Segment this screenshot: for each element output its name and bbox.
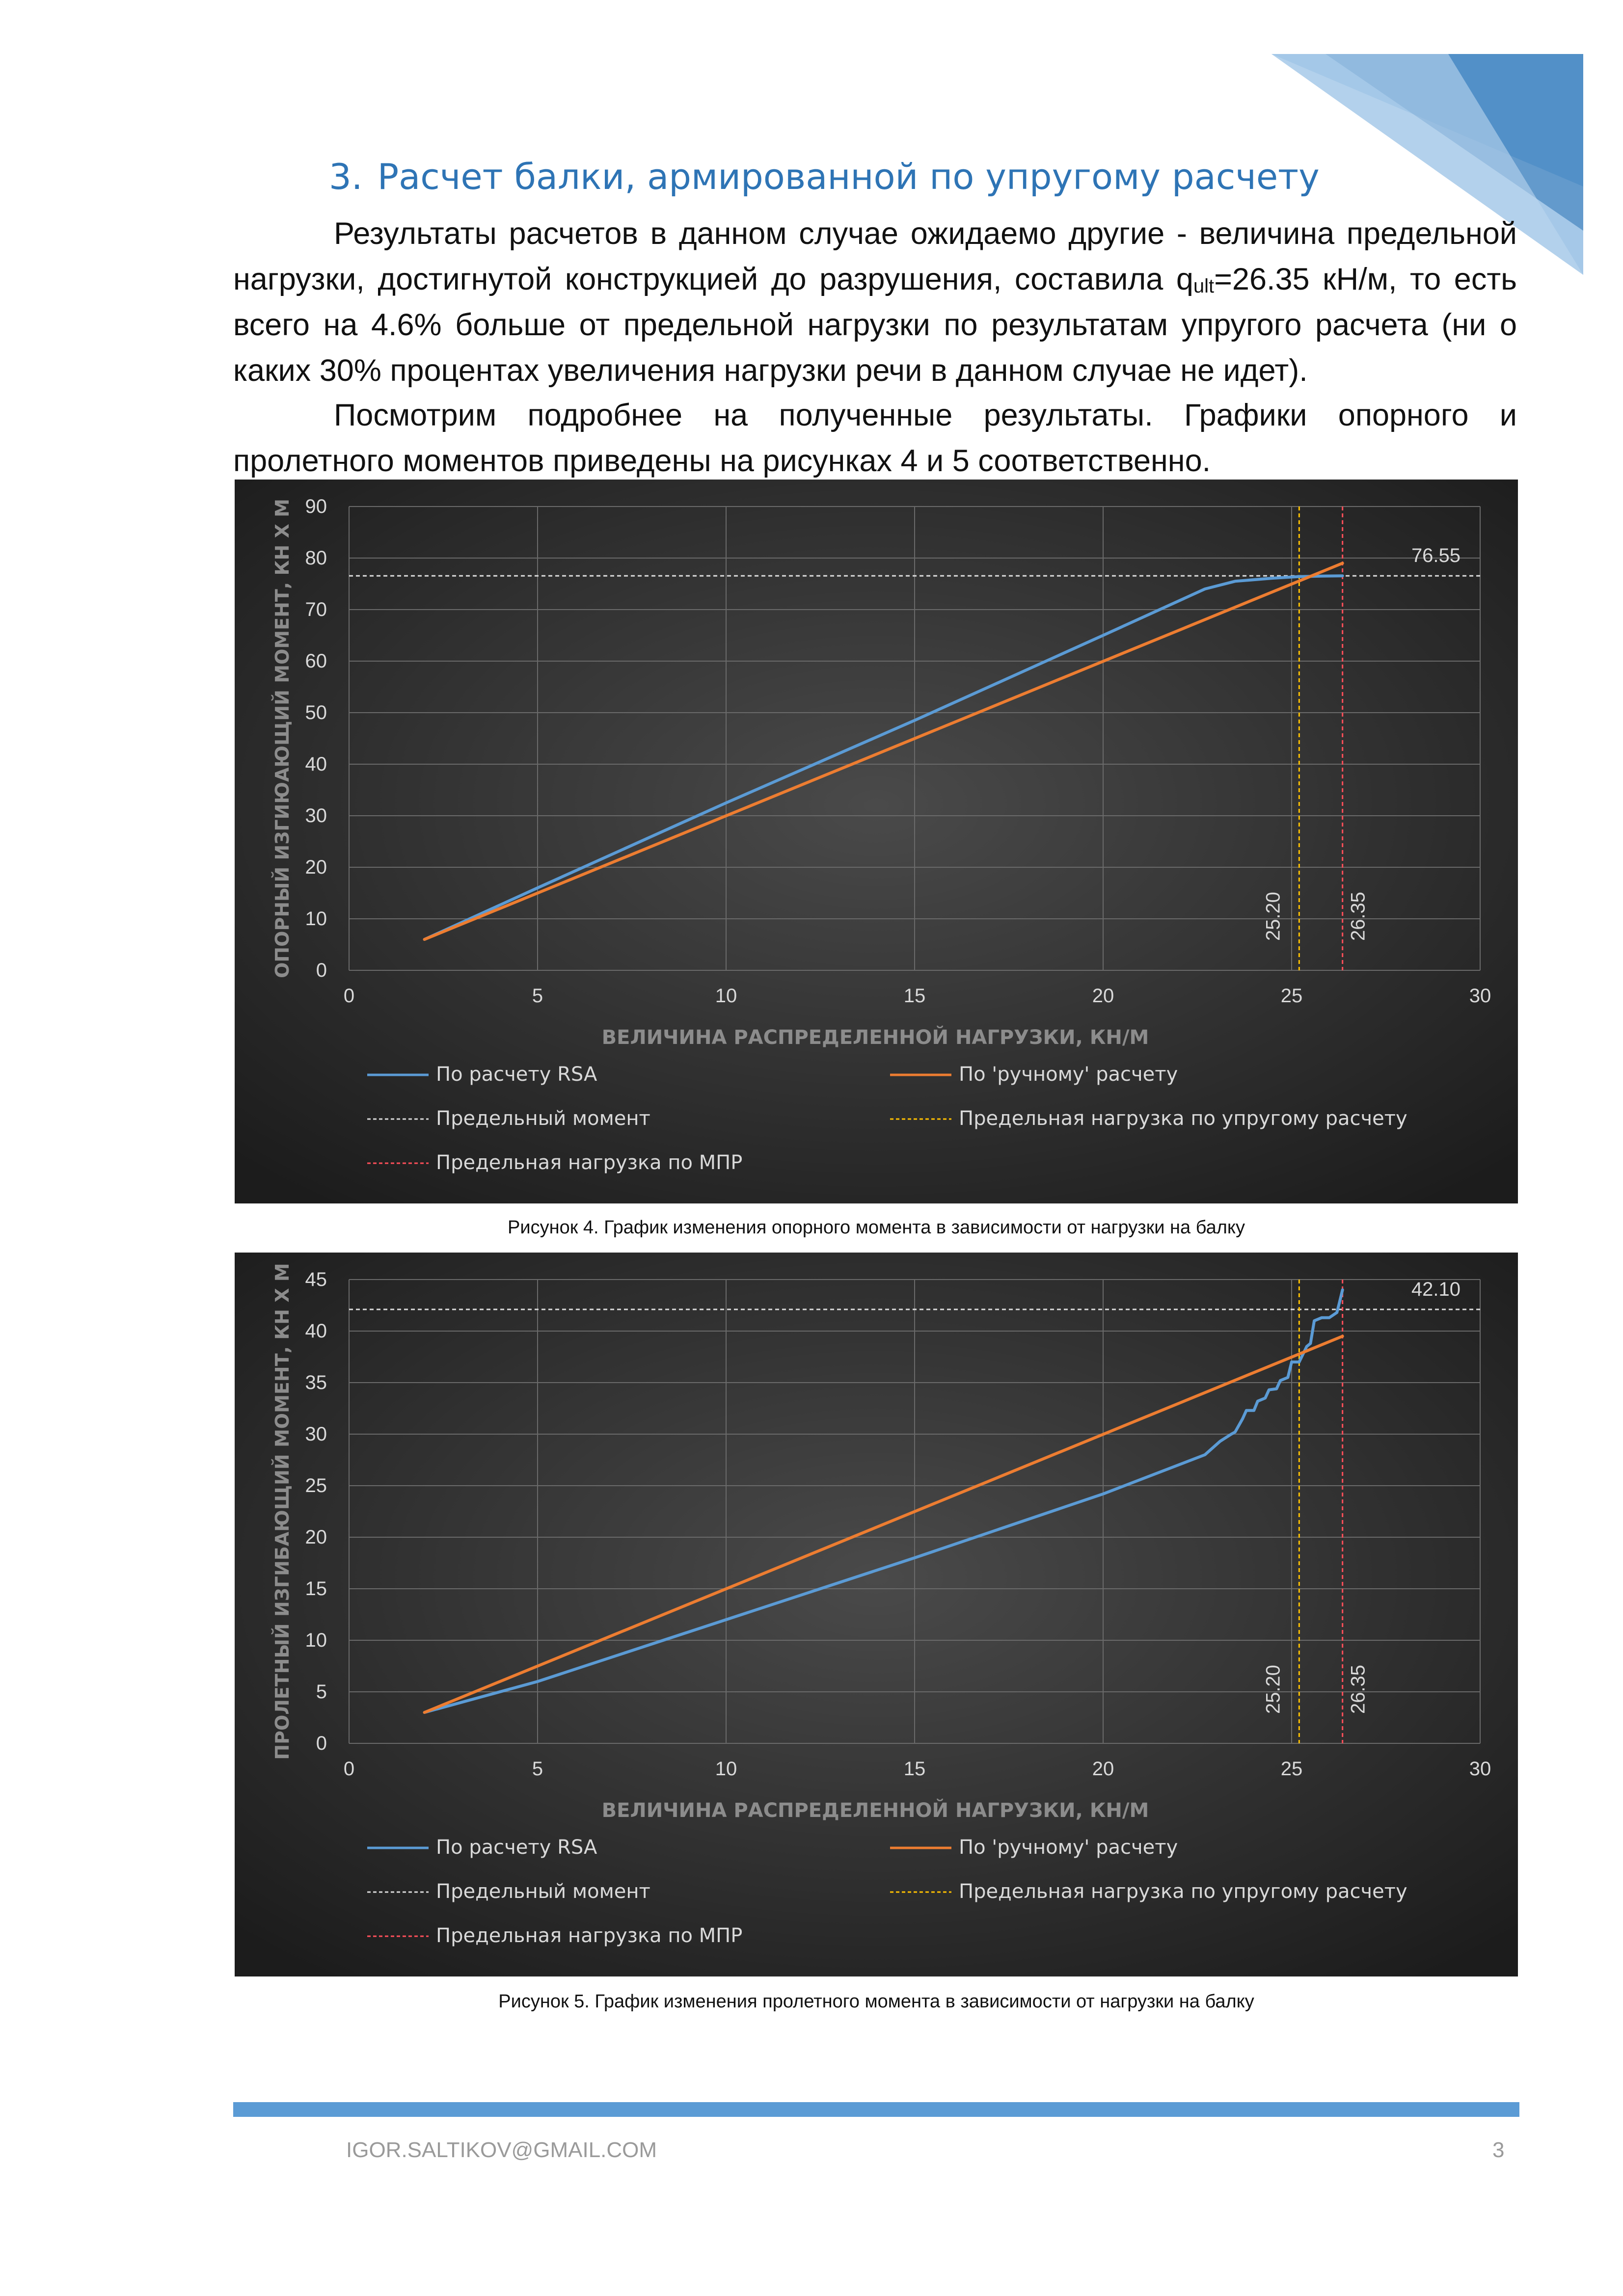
x-tick-label: 30 [1469,985,1491,1007]
mpr-limit-label: 26.35 [1347,891,1369,941]
chart-background [235,480,1518,1203]
x-tick-label: 15 [903,1758,926,1780]
y-tick-label: 10 [305,908,327,930]
legend-label: Предельный момент [436,1880,650,1903]
legend-label: Предельная нагрузка по МПР [436,1151,743,1174]
legend-label: По расчету RSA [436,1836,597,1859]
chart-support-moment [235,480,1518,1203]
x-tick-label: 5 [532,1758,543,1780]
y-tick-label: 90 [305,496,327,517]
legend-label: Предельный момент [436,1107,650,1130]
y-axis-title: ОПОРНЫЙ ИЗГИЮАЮЩИЙ МОМЕНТ, КН Х М [271,499,293,978]
section-number: 3. [329,156,363,197]
paragraph-1 [233,211,1517,394]
x-axis-title: ВЕЛИЧИНА РАСПРЕДЕЛЕННОЙ НАГРУЗКИ, КН/М [601,1799,1149,1822]
y-tick-label: 45 [305,1269,327,1290]
elastic-limit-label: 25.20 [1262,1664,1284,1714]
x-tick-label: 5 [532,985,543,1007]
paragraph-2: Посмотрим подробнее на полученные результаты. Графики опорного и пролетного моментов приведены на рисунках 4 и 5 соответственно. [233,398,1517,478]
mpr-limit-label: 26.35 [1347,1664,1369,1714]
y-tick-label: 15 [305,1578,327,1600]
footer-divider [233,2102,1519,2117]
y-tick-label: 0 [316,1733,327,1754]
x-tick-label: 20 [1092,1758,1114,1780]
paragraph-1-end: =26.35 кН/м, то есть всего на 4.6% больше от предельной нагрузки по результатам упругого расчета (ни о каких 30% процентах увеличения нагрузки речи в данном случае не идет). [233,262,1517,388]
legend-label: По 'ручному' расчету [959,1836,1178,1859]
y-tick-label: 20 [305,1526,327,1548]
x-tick-label: 20 [1092,985,1114,1007]
section-heading [329,156,1320,197]
limit-moment-label: 76.55 [1411,545,1461,567]
x-axis-title: ВЕЛИЧИНА РАСПРЕДЕЛЕННОЙ НАГРУЗКИ, КН/М [601,1026,1149,1049]
y-tick-label: 50 [305,702,327,723]
x-tick-label: 0 [343,1758,355,1780]
chart-svg [235,1253,1518,1976]
x-tick-label: 25 [1280,985,1303,1007]
y-tick-label: 35 [305,1372,327,1393]
x-tick-label: 10 [715,1758,737,1780]
footer-email: IGOR.SALTIKOV@GMAIL.COM [346,2138,657,2162]
x-tick-label: 30 [1469,1758,1491,1780]
paragraph-1-subscript: ult [1193,275,1215,297]
limit-moment-label: 42.10 [1411,1278,1461,1300]
x-tick-label: 0 [343,985,355,1007]
y-tick-label: 20 [305,856,327,878]
paragraph-1-start: Результаты расчетов в данном случае ожидаемо другие - величина предельной нагрузки, достигнутой конструкцией до разрушения, составила q [233,216,1517,296]
chart-background [235,1253,1518,1976]
y-tick-label: 30 [305,1423,327,1445]
section-title: Расчет балки, армированной по упругому расчету [377,156,1320,197]
y-tick-label: 80 [305,547,327,569]
x-tick-label: 10 [715,985,737,1007]
x-tick-label: 15 [903,985,926,1007]
y-tick-label: 40 [305,1320,327,1342]
legend-label: По 'ручному' расчету [959,1063,1178,1086]
y-tick-label: 25 [305,1475,327,1496]
legend-label: По расчету RSA [436,1063,597,1086]
legend-label: Предельная нагрузка по упругому расчету [959,1880,1407,1903]
y-tick-label: 60 [305,650,327,672]
elastic-limit-label: 25.20 [1262,891,1284,941]
figure-4-caption: Рисунок 4. График изменения опорного момента в зависимости от нагрузки на балку [508,1217,1245,1238]
y-tick-label: 5 [316,1681,327,1703]
legend-label: Предельная нагрузка по МПР [436,1924,743,1947]
y-tick-label: 0 [316,960,327,981]
y-tick-label: 10 [305,1629,327,1651]
y-tick-label: 40 [305,753,327,775]
y-axis-title: ПРОЛЕТНЫЙ ИЗГИБАЮЩИЙ МОМЕНТ, КН Х М [271,1263,293,1760]
x-tick-label: 25 [1280,1758,1303,1780]
chart-svg [235,480,1518,1203]
figure-5-caption: Рисунок 5. График изменения пролетного момента в зависимости от нагрузки на балку [498,1991,1254,2012]
y-tick-label: 70 [305,599,327,620]
legend-label: Предельная нагрузка по упругому расчету [959,1107,1407,1130]
page-number: 3 [1492,2138,1505,2162]
y-tick-label: 30 [305,805,327,827]
chart-span-moment [235,1253,1518,1976]
